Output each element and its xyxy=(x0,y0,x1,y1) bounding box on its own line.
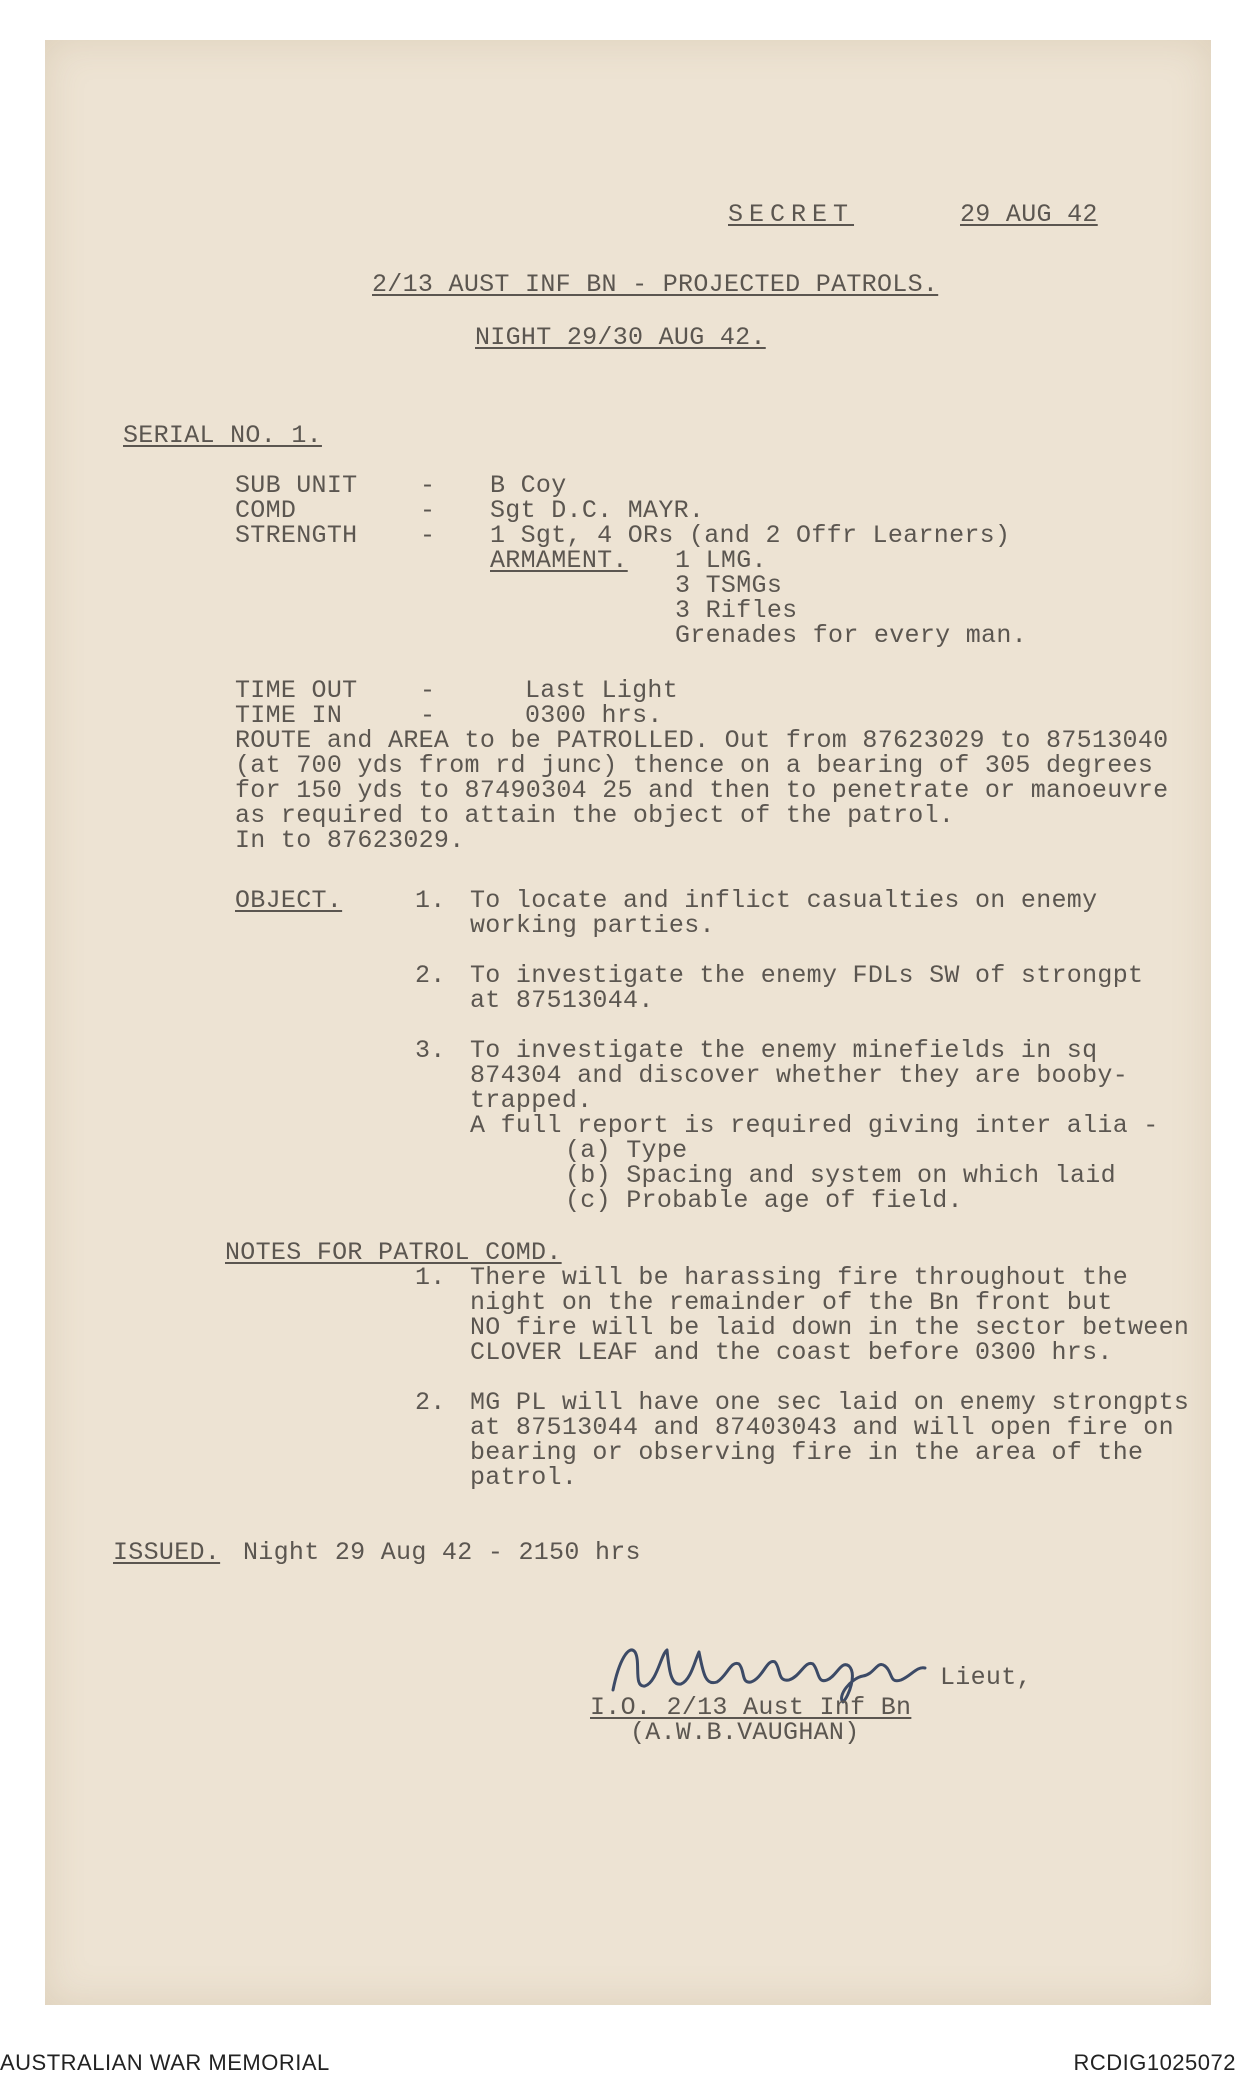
route-line: for 150 yds to 87490304 25 and then to penetrate or manoeuvre xyxy=(235,776,1169,805)
report-item: (b) Spacing and system on which laid xyxy=(565,1161,1116,1190)
note-line: night on the remainder of the Bn front but xyxy=(470,1288,1113,1317)
field-value-strength: 1 Sgt, 4 ORs (and 2 Offr Learners) xyxy=(490,521,1011,550)
object-line: working parties. xyxy=(470,911,715,940)
footer-source: AUSTRALIAN WAR MEMORIAL xyxy=(0,2050,330,2075)
report-requirement: A full report is required giving inter alia - xyxy=(470,1111,1159,1140)
note-line: CLOVER LEAF and the coast before 0300 hrs. xyxy=(470,1338,1113,1367)
armament-item: 3 TSMGs xyxy=(675,571,783,600)
route-line: as required to attain the object of the patrol. xyxy=(235,801,955,830)
note-number: 1. xyxy=(415,1263,446,1292)
document-date: 29 AUG 42 xyxy=(960,200,1098,229)
route-line: (at 700 yds from rd junc) thence on a bearing of 305 degrees xyxy=(235,751,1154,780)
signature-rank: Lieut, xyxy=(940,1663,1032,1692)
object-number: 1. xyxy=(415,886,446,915)
field-value-comd: Sgt D.C. MAYR. xyxy=(490,496,705,525)
object-line: 874304 and discover whether they are booby- xyxy=(470,1061,1129,1090)
field-value-sub-unit: B Coy xyxy=(490,471,567,500)
object-number: 3. xyxy=(415,1036,446,1065)
object-line: at 87513044. xyxy=(470,986,654,1015)
field-value-time-out: Last Light xyxy=(525,676,679,705)
footer-identifier: RCDIG1025072 xyxy=(1073,2050,1236,2075)
armament-item: 3 Rifles xyxy=(675,596,798,625)
notes-label: NOTES FOR PATROL COMD. xyxy=(225,1238,562,1267)
object-line: To investigate the enemy FDLs SW of strongpt xyxy=(470,961,1144,990)
document-subtitle: NIGHT 29/30 AUG 42. xyxy=(475,323,766,352)
note-line: MG PL will have one sec laid on enemy strongpts xyxy=(470,1388,1190,1417)
classification-marking: SECRET xyxy=(728,200,855,229)
route-line: ROUTE and AREA to be PATROLLED. Out from 87623029 to 87513040 xyxy=(235,726,1169,755)
route-line: In to 87623029. xyxy=(235,826,465,855)
object-line: trapped. xyxy=(470,1086,593,1115)
field-dash: - xyxy=(420,676,436,705)
field-label-strength: STRENGTH xyxy=(235,521,358,550)
issued-label: ISSUED. xyxy=(113,1538,221,1567)
field-label-sub-unit: SUB UNIT xyxy=(235,471,358,500)
field-dash: - xyxy=(420,471,436,500)
field-dash: - xyxy=(420,496,436,525)
field-label-time-out: TIME OUT xyxy=(235,676,358,705)
field-dash: - xyxy=(420,701,436,730)
object-line: To investigate the enemy minefields in sq xyxy=(470,1036,1098,1065)
note-line: patrol. xyxy=(470,1463,578,1492)
armament-item: 1 LMG. xyxy=(675,546,767,575)
object-label: OBJECT. xyxy=(235,886,343,915)
field-label-comd: COMD xyxy=(235,496,297,525)
note-number: 2. xyxy=(415,1388,446,1417)
field-dash: - xyxy=(420,521,436,550)
signature-name: (A.W.B.VAUGHAN) xyxy=(630,1718,860,1747)
issued-value: Night 29 Aug 42 - 2150 hrs xyxy=(243,1538,641,1567)
note-line: at 87513044 and 87403043 and will open fire on xyxy=(470,1413,1174,1442)
field-label-time-in: TIME IN xyxy=(235,701,343,730)
serial-heading: SERIAL NO. 1. xyxy=(123,421,322,450)
armament-label: ARMAMENT. xyxy=(490,546,628,575)
document-sheet xyxy=(45,40,1211,2005)
note-line: bearing or observing fire in the area of the xyxy=(470,1438,1144,1467)
object-number: 2. xyxy=(415,961,446,990)
report-item: (c) Probable age of field. xyxy=(565,1186,963,1215)
report-item: (a) Type xyxy=(565,1136,688,1165)
note-line: NO fire will be laid down in the sector between xyxy=(470,1313,1190,1342)
field-value-time-in: 0300 hrs. xyxy=(525,701,663,730)
object-line: To locate and inflict casualties on enemy xyxy=(470,886,1098,915)
armament-item: Grenades for every man. xyxy=(675,621,1027,650)
document-title: 2/13 AUST INF BN - PROJECTED PATROLS. xyxy=(372,270,939,299)
signature-appointment: I.O. 2/13 Aust Inf Bn xyxy=(590,1693,912,1722)
note-line: There will be harassing fire throughout the xyxy=(470,1263,1129,1292)
